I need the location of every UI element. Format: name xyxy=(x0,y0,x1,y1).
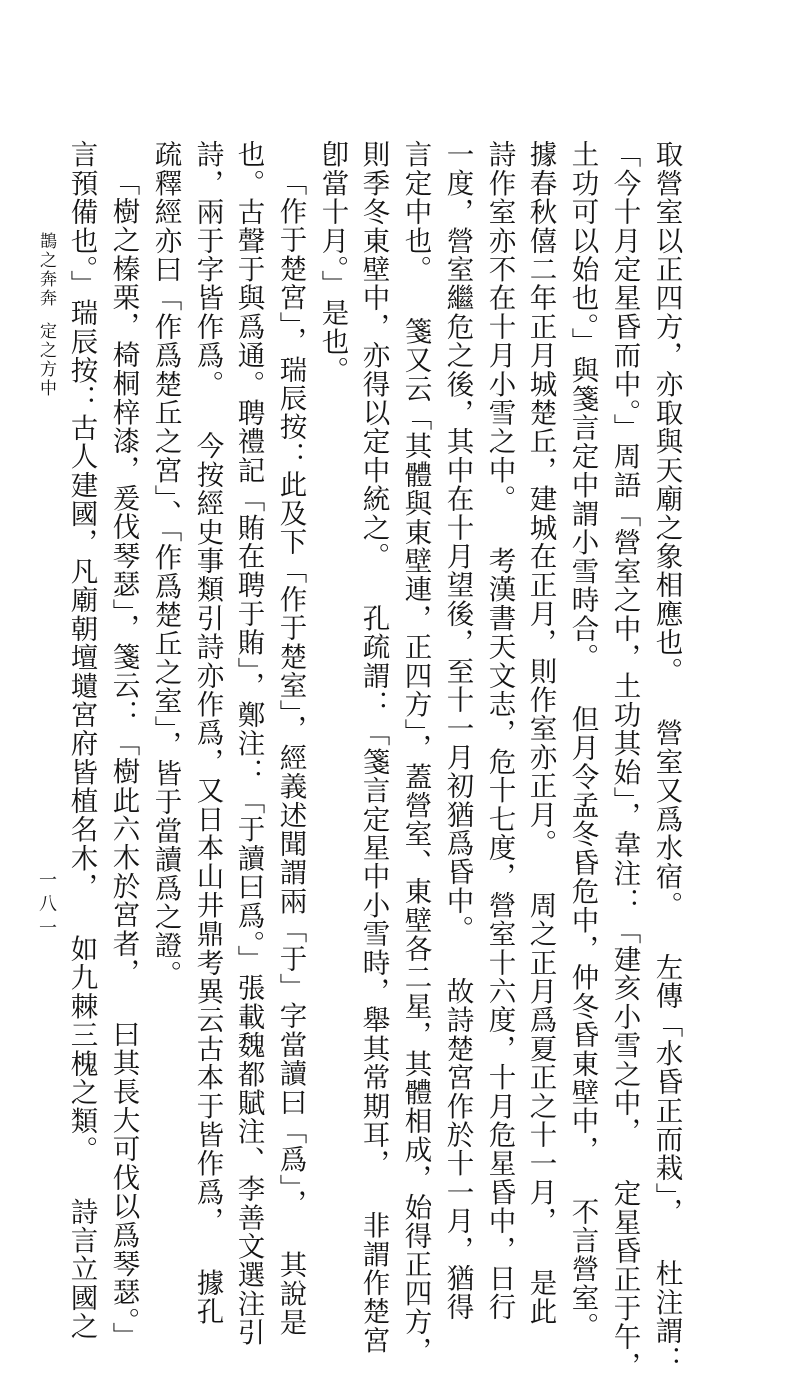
text-column-10: 「作于楚宮」，瑞辰按：此及下「作于楚室」，經義述聞謂兩「于」字當讀曰「爲」， 其說是 xyxy=(274,168,307,1337)
text-column-15: 言預備也。」瑞辰按：古人建國，凡廟朝壇壝宮府皆植名木， 如九棘三槐之類。 詩言立國之 xyxy=(65,140,98,1341)
text-column-13: 疏釋經亦曰「作爲楚丘之宮」、「作爲楚丘之室」，皆于當讀爲之證。 xyxy=(149,140,182,989)
text-column-9: 卽當十月。」是也。 xyxy=(316,140,349,385)
text-column-5: 詩作室亦不在十月小雪之中。 考漢書天文志，危十七度，營室十六度，十月危星昏中，日行 xyxy=(483,140,516,1322)
text-column-12: 詩，兩于字皆作爲。 今按經史事類引詩亦作爲，又日本山井鼎考異云古本于皆作爲， 據孔 xyxy=(191,140,224,1326)
text-column-4: 據春秋僖二年正月城楚丘，建城在正月，則作室亦正月。 周之正月爲夏正之十一月， 是此 xyxy=(524,140,557,1326)
text-column-8: 則季冬東壁中，亦得以定中統之。 孔疏謂：「箋言定星中小雪時，舉其常期耳， 非謂作楚宮 xyxy=(357,140,390,1355)
running-header-title: 鵲之奔奔 xyxy=(36,232,56,308)
text-column-6: 一度，營室繼危之後，其中在十月望後，至十一月初猶爲昏中。 故詩楚宮作於十一月，猶得 xyxy=(441,140,474,1322)
text-column-11: 也。古聲于與爲通。聘禮記「賄在聘于賄」，鄭注：「于讀曰爲。」張載魏都賦注、李善文選注引 xyxy=(232,140,265,1347)
text-column-1: 取營室以正四方，亦取與天廟之象相應也。 營室又爲水宿。 左傳「水昏正而栽」， 杜注謂： xyxy=(650,140,683,1374)
running-header-subtitle: 定之方中 xyxy=(36,322,56,398)
text-column-7: 言定中也。 箋又云「其體與東壁連，正四方」，蓋營室、東壁各二星，其體相成，始得正四方， xyxy=(399,140,432,1365)
text-column-2: 「今十月定星昏而中。」周語「營室之中，土功其始」，韋注：「建亥小雪之中， 定星昏正于午， xyxy=(608,140,641,1380)
page-number: 一八一 xyxy=(36,870,57,942)
text-column-14: 「樹之榛栗，椅桐梓漆，爰伐琴瑟」，箋云：「樹此六木於宮者， 曰其長大可伐以爲琴瑟。」 xyxy=(107,168,140,1351)
text-column-3: 土功可以始也。」與箋言定中謂小雪時合。 但月令孟冬昏危中，仲冬昏東壁中， 不言營室。 xyxy=(566,140,599,1341)
